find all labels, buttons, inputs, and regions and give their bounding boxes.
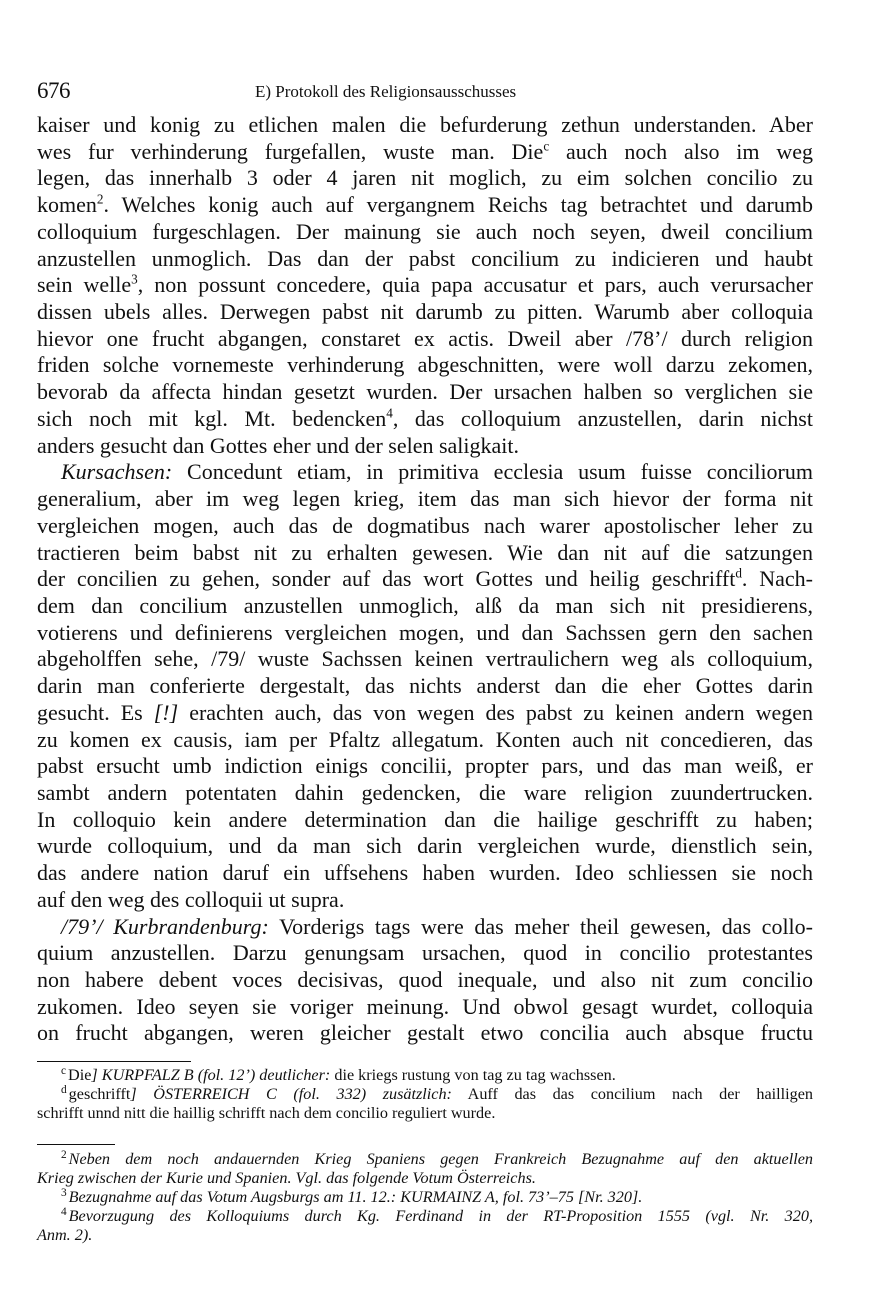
footnote-ref: 3 [131, 271, 138, 287]
text-line: pabst ersucht umb indiction einigs concilii, propter pars, und das man weiß, er [37, 753, 813, 779]
footnote-cont: Krieg zwischen der Kurie und Spanien. Vgl. das folgende Votum Österreichs. [37, 1169, 536, 1187]
running-head [37, 78, 813, 106]
text-line: komen$^2$. Welches konig auch auf vergangnem Reichs tag betrachtet und darumb [37, 191, 813, 218]
running-title: E) Protokoll des Religionsausschusses [255, 82, 517, 101]
footnote-separator [37, 1144, 115, 1145]
commentary-notes [37, 1150, 813, 1245]
text-line: quium anzustellen. Darzu genungsam ursachen, quod in concilio protestantes [37, 940, 813, 966]
text-line: colloquium furgeschlagen. Der mainung sie auch noch seyen, dweil concilium [37, 218, 813, 244]
text-line: zu komen ex causis, iam per Pfaltz allegatum. Konten auch nit concedieren, das [37, 726, 813, 752]
text-line: wurde colloquium, und da man sich darin vergleichen wurde, dienstlich sein, [37, 833, 813, 859]
footnote: $^2$ Neben dem noch andauernden Krieg Spaniens gegen Frankreich Bezugnahme auf den aktuellen [61, 1148, 813, 1168]
footnote: $^4$ Bevorzugung des Kolloquiums durch Kg. Ferdinand in der RT-Proposition 1555 (vgl. Nr. 320, [61, 1205, 813, 1225]
text-line: gesucht. Es [!] erachten auch, das von wegen des pabst zu keinen andern wegen [37, 699, 814, 725]
page-number: 676 [37, 78, 70, 103]
text-line: dem dan concilium anzustellen unmoglich, alß da man sich nit presidierens, [37, 592, 813, 618]
text-line: sambt andern potentaten dahin gedencken, die ware religion zuundertrucken. [37, 779, 813, 805]
textual-note-ref: c [543, 138, 550, 154]
text-line: non habere debent voces decisivas, quod inequale, und also nit zum concilio [37, 967, 813, 992]
textual-note-ref: d [735, 565, 742, 581]
text-line: der concilien zu gehen, sonder auf das wort Gottes und heilig geschrifft$^d$. Nach- [37, 565, 813, 592]
textual-note-cont: schrifft unnd nitt die haillig schrifft nach dem concilio reguliert wurde. [37, 1104, 496, 1122]
textual-notes [37, 1066, 813, 1123]
footnote-ref: 2 [96, 191, 104, 207]
editorial-insert: [!] [153, 699, 179, 725]
textual-note: $^d$ geschrifft] ÖSTERREICH C (fol. 332) zusätzlich: Auff das das concilium nach der hailligen [61, 1083, 813, 1103]
text-line: kaiser und konig zu etlichen malen die befurderung zethun understanden. Aber [37, 112, 813, 137]
text-line: dissen ubels alles. Derwegen pabst nit darumb zu pitten. Warumb aber colloquia [37, 299, 813, 325]
text-line: darin man conferierte dergestalt, das nichts anderst dan die eher Gottes darin [37, 673, 813, 699]
text-line: sich noch mit kgl. Mt. bedencken$^4$, das colloquium anzustellen, darin nichst [37, 405, 813, 431]
text-line: zukomen. Ideo seyen sie voriger meinung. Und obwol gesagt wurdet, colloquia [37, 993, 813, 1019]
text-line: tractieren beim babst nit zu erhalten gewesen. Wie dan nit auf die satzungen [37, 539, 813, 565]
text-line: sein welle$^3$, non possunt concedere, quia papa accusatur et pars, auch verursacher [37, 271, 813, 298]
text-line: generalium, aber im weg legen krieg, item das man sich hievor der forma nit [37, 486, 813, 512]
text-line: auf den weg des colloquii ut supra. [37, 886, 345, 912]
text-line: hievor one frucht abgangen, constaret ex actis. Dweil aber /78’/ durch religion [37, 325, 813, 351]
main-text [37, 112, 813, 1047]
text-line: /79’/ Kurbrandenburg: Vorderigs tags were das meher theil gewesen, das collo- [61, 913, 813, 939]
footnote: $^3$ Bezugnahme auf das Votum Augsburgs am 11. 12.: KURMAINZ A, fol. 73’–75 [Nr. 320]. [61, 1186, 643, 1206]
text-line: abgeholffen sehe, /79/ wuste Sachssen keinen vertraulichern weg als colloquium, [37, 646, 813, 672]
footnote-separator [37, 1061, 191, 1062]
text-line: legen, das innerhalb 3 oder 4 jaren nit moglich, zu eim solchen concilio zu [37, 165, 813, 191]
text-line: votierens und definierens vergleichen mogen, und dan Sachssen gern den sachen [37, 619, 813, 645]
text-line: vergleichen mogen, auch das de dogmatibus nach warer apostolischer leher zu [37, 512, 813, 538]
textual-note: $^c$ Die] KURPFALZ B (fol. 12’) deutlicher: die kriegs rustung von tag zu tag wachssen. [61, 1064, 616, 1084]
footnote-cont: Anm. 2). [37, 1226, 93, 1244]
text-line: on frucht abgangen, weren gleicher gestalt etwo concilia auch absque fructu [37, 1020, 813, 1046]
footnote-ref: 4 [386, 405, 393, 421]
text-line: das andere nation daruf ein uffsehens haben wurden. Ideo schliessen sie noch [37, 860, 813, 886]
speaker-label: /79’/ Kurbrandenburg: [61, 913, 269, 939]
text-line: anzustellen unmoglich. Das dan der pabst concilium zu indicieren und haubt [37, 245, 813, 271]
text-line: In colloquio kein andere determination dan die hailige geschrifft zu haben; [37, 806, 813, 832]
text-line: friden solche vornemeste verhinderung abgeschnitten, were woll darzu zekomen, [37, 352, 813, 378]
speaker-label: Kursachsen: [61, 459, 173, 485]
text-line: anders gesucht dan Gottes eher und der selen saligkait. [37, 432, 520, 458]
text-line: bevorab da affecta hindan gesetzt wurden. Der ursachen halben so verglichen sie [37, 379, 813, 405]
text-line: wes fur verhinderung furgefallen, wuste man. Die$^c$ auch noch also im weg [37, 138, 814, 164]
text-line: Kursachsen: Concedunt etiam, in primitiva ecclesia usum fuisse conciliorum [61, 459, 813, 485]
